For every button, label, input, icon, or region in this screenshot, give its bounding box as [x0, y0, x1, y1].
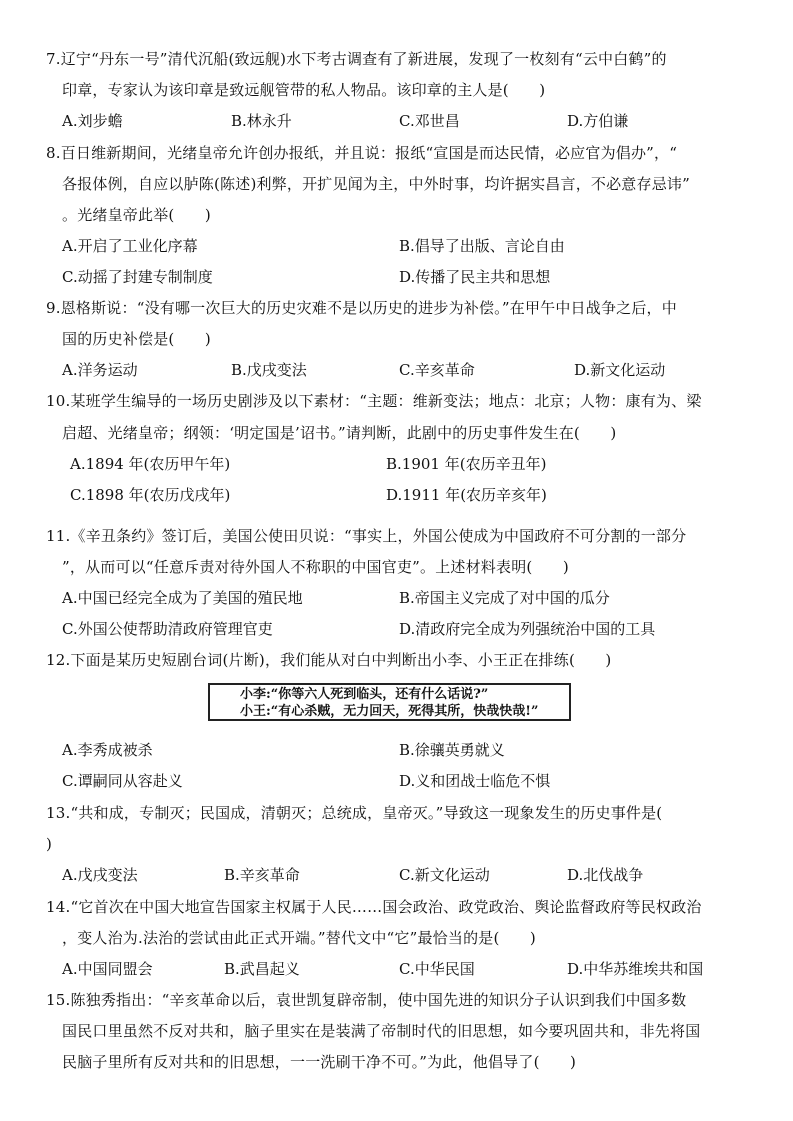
question-7-option-a: A.刘步蟾 — [62, 112, 123, 130]
question-13-option-a: A.戊戌变法 — [62, 866, 138, 884]
question-10-line-2: 启超、光绪皇帝；纲领：‘明定国是’诏书。”请判断，此剧中的历史事件发生在( ) — [62, 424, 617, 442]
question-8-line-3: 。光绪皇帝此举( ) — [62, 206, 211, 224]
question-12-option-a: A.李秀成被杀 — [62, 741, 153, 759]
question-13-option-d: D.北伐战争 — [567, 866, 644, 884]
question-13-option-c: C.新文化运动 — [399, 866, 490, 884]
question-11-option-d: D.清政府完全成为列强统治中国的工具 — [399, 620, 656, 638]
question-10-option-a: A.1894 年(农历甲午年) — [70, 455, 231, 473]
question-8-option-b: B.倡导了出版、言论自由 — [399, 237, 565, 255]
question-14-option-c: C.中华民国 — [399, 960, 475, 978]
question-15-line-2: 国民口里虽然不反对共和，脑子里实在是装满了帝制时代的旧思想，如今要巩固共和，非先将国 — [62, 1022, 701, 1040]
question-12-option-c: C.谭嗣同从容赴义 — [62, 772, 183, 790]
question-9-line-1: 9.恩格斯说：“没有哪一次巨大的历史灾难不是以历史的进步为补偿。”在甲午中日战争之后，中 — [46, 299, 677, 317]
question-9-option-b: B.戊戌变法 — [231, 361, 307, 379]
question-13-line-1: 13.“共和成，专制灭；民国成，清朝灭；总统成，皇帝灭。”导致这一现象发生的历史事件是( — [46, 804, 663, 822]
question-12-line-1: 12.下面是某历史短剧台词(片断)，我们能从对白中判断出小李、小王正在排练( ) — [46, 651, 612, 669]
dialog-box — [208, 683, 571, 721]
question-11-option-a: A.中国已经完全成为了美国的殖民地 — [62, 589, 303, 607]
question-8-option-c: C.动摇了封建专制制度 — [62, 268, 213, 286]
question-14-option-a: A.中国同盟会 — [62, 960, 153, 978]
question-14-line-2: ，变人治为.法治的尝试由此正式开端。”替代文中“它”最恰当的是( ) — [62, 929, 536, 947]
question-9-option-c: C.辛亥革命 — [399, 361, 475, 379]
dialog-line-xiaowang: 小王:“有心杀贼，无力回天，死得其所，快哉快哉!” — [240, 704, 539, 719]
question-7-option-c: C.邓世昌 — [399, 112, 460, 130]
question-8-option-a: A.开启了工业化序幕 — [62, 237, 198, 255]
dialog-line-xiaoli: 小李:“你等六人死到临头，还有什么话说?” — [240, 687, 489, 702]
question-9-line-2: 国的历史补偿是( ) — [62, 330, 211, 348]
question-8-option-d: D.传播了民主共和思想 — [399, 268, 551, 286]
question-13-option-b: B.辛亥革命 — [224, 866, 300, 884]
question-15-line-1: 15.陈独秀指出：“辛亥革命以后，袁世凯复辟帝制，使中国先进的知识分子认识到我们中国多数 — [46, 991, 687, 1009]
question-7-option-d: D.方伯谦 — [567, 112, 629, 130]
question-8-line-1: 8.百日维新期间，光绪皇帝允许创办报纸，并且说：报纸“宣国是而达民情，必应官为倡办”，“ — [46, 144, 678, 162]
question-14-option-d: D.中华苏维埃共和国 — [567, 960, 704, 978]
question-12-option-b: B.徐骧英勇就义 — [399, 741, 505, 759]
question-11-line-1: 11.《辛丑条约》签订后，美国公使田贝说：“事实上，外国公使成为中国政府不可分割的一部分 — [46, 527, 687, 545]
question-11-line-2: ”，从而可以“任意斥责对待外国人不称职的中国官吏”。上述材料表明( ) — [62, 558, 569, 576]
question-7-option-b: B.林永升 — [231, 112, 292, 130]
question-11-option-c: C.外国公使帮助清政府管理官吏 — [62, 620, 273, 638]
question-12-option-d: D.义和团战士临危不惧 — [399, 772, 551, 790]
question-14-line-1: 14.“它首次在中国大地宣告国家主权属于人民……国会政治、政党政治、舆论监督政府等民权政治 — [46, 898, 702, 916]
question-9-option-d: D.新文化运动 — [574, 361, 666, 379]
question-10-option-d: D.1911 年(农历辛亥年) — [386, 486, 547, 504]
question-7-line-1: 7.辽宁“丹东一号”清代沉船(致远舰)水下考古调查有了新进展，发现了一枚刻有“云中白鹤”的 — [46, 50, 667, 68]
question-15-line-3: 民脑子里所有反对共和的旧思想，一一洗刷干净不可。”为此，他倡导了( ) — [62, 1053, 577, 1071]
question-9-option-a: A.洋务运动 — [62, 361, 138, 379]
question-7-line-2: 印章，专家认为该印章是致远舰管带的私人物品。该印章的主人是( ) — [62, 81, 546, 99]
question-10-option-c: C.1898 年(农历戊戌年) — [70, 486, 231, 504]
question-10-line-1: 10.某班学生编导的一场历史剧涉及以下素材：“主题：维新变法；地点：北京；人物：康有为、梁 — [46, 392, 702, 410]
question-8-line-2: 各报体例，自应以胪陈(陈述)利弊，开扩见闻为主，中外时事，均许据实昌言，不必意存忌讳” — [62, 175, 690, 193]
question-13-line-2: ) — [46, 835, 53, 853]
question-14-option-b: B.武昌起义 — [224, 960, 300, 978]
question-10-option-b: B.1901 年(农历辛丑年) — [386, 455, 547, 473]
question-11-option-b: B.帝国主义完成了对中国的瓜分 — [399, 589, 610, 607]
